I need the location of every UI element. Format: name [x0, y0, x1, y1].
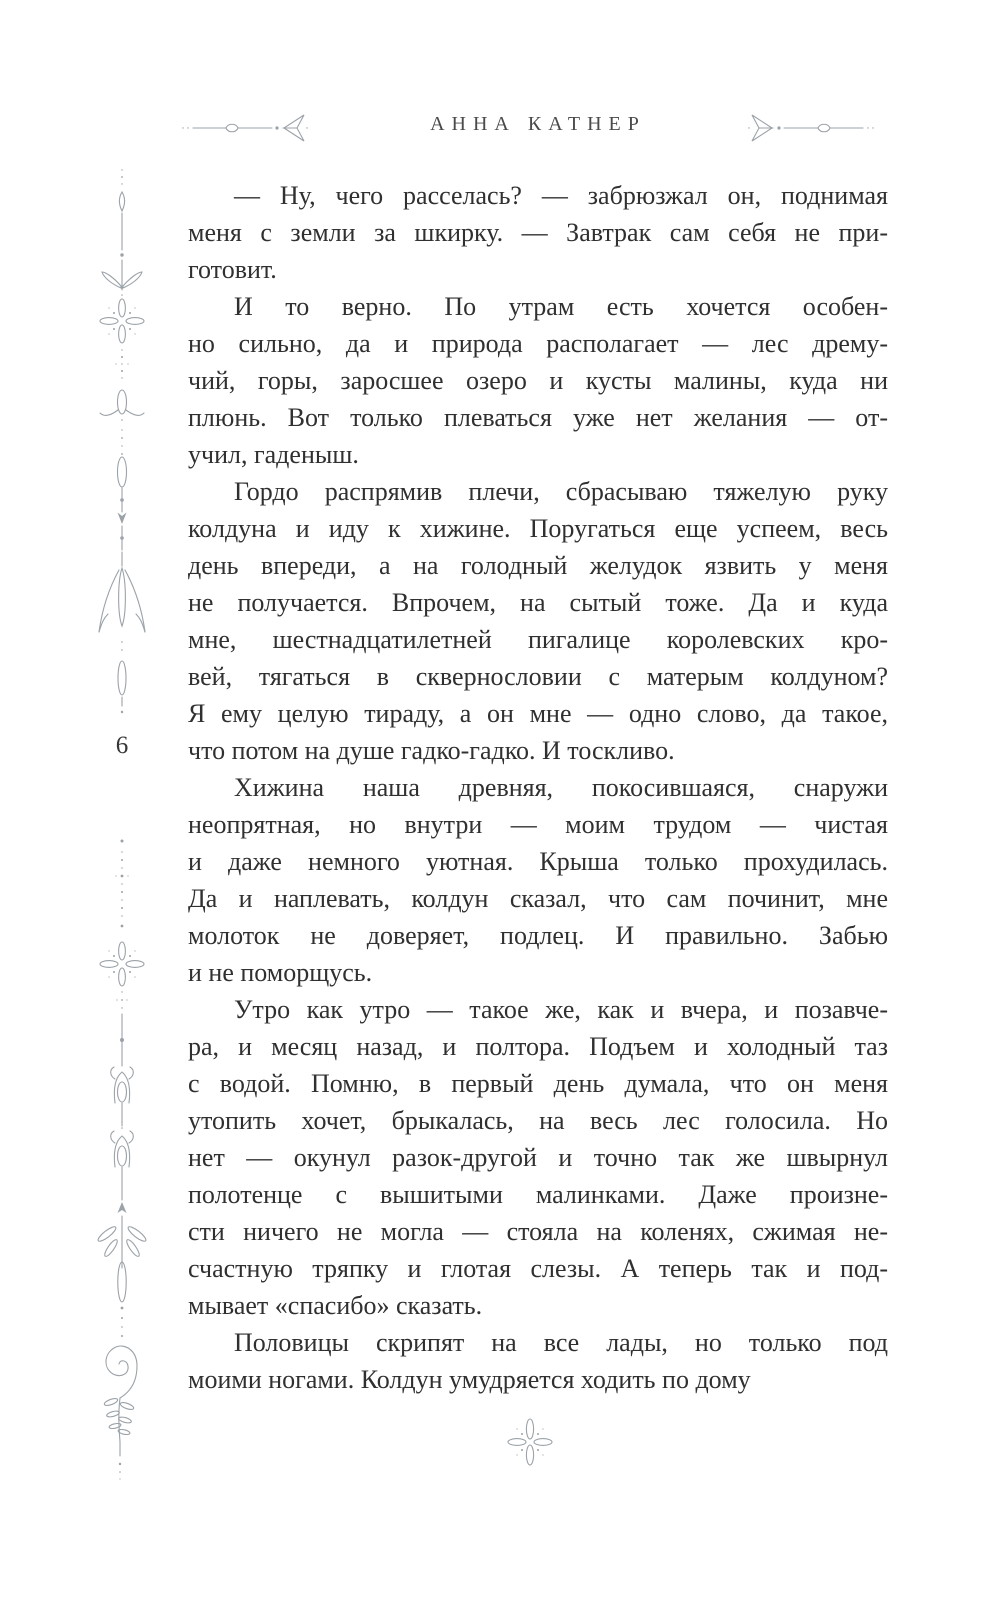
text-line: молоток не доверяет, подлец. И правильно. Забью	[188, 921, 888, 950]
body-text	[188, 177, 888, 1398]
text-line: и даже немного уютная. Крыша только прохудилась.	[188, 847, 888, 876]
text-line: но сильно, да и природа располагает — лес дрему-	[188, 329, 888, 358]
header-ornament-right-icon	[748, 108, 876, 148]
text-line: ра, и месяц назад, и полтора. Подъем и холодный таз	[188, 1032, 888, 1061]
text-line: счастную тряпку и глотая слезы. А теперь так и под-	[188, 1254, 888, 1283]
text-line: вей, тягаться в сквернословии с матерым колдуном?	[188, 662, 888, 691]
text-line: учил, гаденыш.	[188, 440, 359, 469]
text-line: моими ногами. Колдун умудряется ходить по дому	[188, 1365, 751, 1394]
running-header: АННА КАТНЕР	[430, 113, 646, 135]
text-line: плюнь. Вот только плеваться уже нет желания — от-	[188, 403, 888, 432]
paragraph	[188, 177, 888, 288]
text-line: Хижина наша древняя, покосившаяся, снаружи	[234, 773, 888, 802]
text-line: с водой. Помню, в первый день думала, что он меня	[188, 1069, 888, 1098]
paragraph	[188, 473, 888, 769]
text-line: полотенце с вышитыми малинками. Даже произне-	[188, 1180, 888, 1209]
text-line: мывает «спасибо» сказать.	[188, 1291, 483, 1320]
paragraph	[188, 991, 888, 1324]
paragraph	[188, 769, 888, 991]
footer-ornament-icon	[507, 1418, 553, 1466]
text-line: колдуна и иду к хижине. Поругаться еще успеем, весь	[188, 514, 888, 543]
text-line: Я ему целую тираду, а он мне — одно слово, да такое,	[188, 699, 888, 728]
text-line: чий, горы, заросшее озеро и кусты малины, куда ни	[188, 366, 888, 395]
text-line: Гордо распрямив плечи, сбрасываю тяжелую руку	[234, 477, 888, 506]
text-line: неопрятная, но внутри — моим трудом — чистая	[188, 810, 888, 839]
text-line: Утро как утро — такое же, как и вчера, и позавче-	[234, 995, 888, 1024]
text-line: мне, шестнадцатилетней пигалице королевских кро-	[188, 625, 888, 654]
paragraph	[188, 288, 888, 473]
text-line: что потом на душе гадко-гадко. И тоскливо.	[188, 736, 675, 765]
text-line: нет — окунул разок-другой и точно так же швырнул	[188, 1143, 888, 1172]
text-line: готовит.	[188, 255, 277, 284]
left-margin-ornament-icon	[94, 166, 150, 1486]
text-line: сти ничего не могла — стояла на коленях, сжимая не-	[188, 1217, 888, 1246]
text-line: меня с земли за шкирку. — Завтрак сам себя не при-	[188, 218, 888, 247]
text-line: Да и наплевать, колдун сказал, что сам починит, мне	[188, 884, 888, 913]
text-line: Половицы скрипят на все лады, но только под	[234, 1328, 888, 1357]
text-line: — Ну, чего расселась? — забрюзжал он, поднимая	[234, 181, 888, 210]
text-line: день впереди, а на голодный желудок язвить у меня	[188, 551, 888, 580]
text-line: И то верно. По утрам есть хочется особен-	[234, 292, 888, 321]
text-line: не получается. Впрочем, на сытый тоже. Да и куда	[188, 588, 888, 617]
page-number: 6	[94, 732, 150, 760]
paragraph	[188, 1324, 888, 1398]
text-line: утопить хочет, брыкалась, на весь лес голосила. Но	[188, 1106, 888, 1135]
text-line: и не поморщусь.	[188, 958, 373, 987]
